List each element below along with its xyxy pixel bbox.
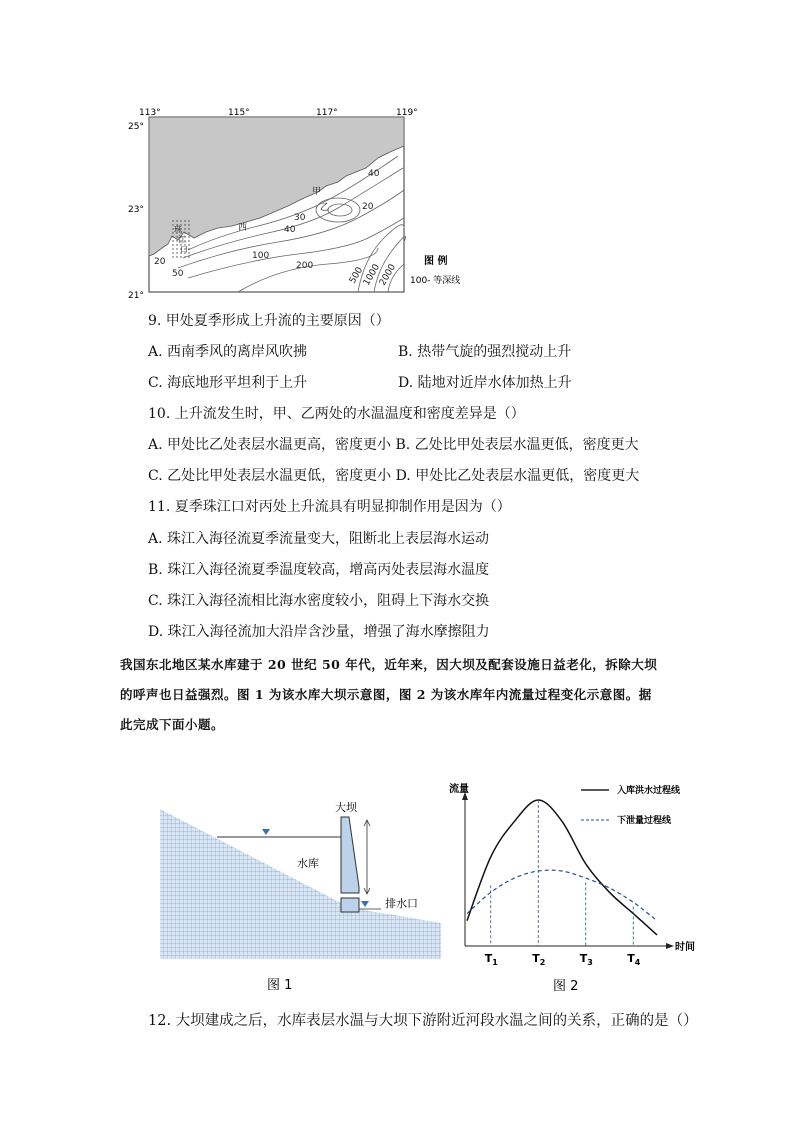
reservoir-label: 水库 xyxy=(297,857,319,870)
x-axis-label: 时间 xyxy=(675,942,695,953)
depth-label: 50 xyxy=(172,269,184,279)
site-bing-label: 西 xyxy=(238,223,248,233)
depth-label: 100 xyxy=(252,251,270,261)
depth-label: 40 xyxy=(368,169,380,179)
tick-label-t2: $T_2$ xyxy=(532,952,546,967)
passage-line-1: 我国东北地区某水库建于 20 世纪 50 年代，近年来，因大坝及配套设施日益老化，拆除大坝 xyxy=(120,657,658,672)
lon-label-117: 117° xyxy=(316,108,338,118)
depth-label: 20 xyxy=(154,257,166,267)
q9-option-d[interactable]: D. 陆地对近岸水体加热上升 xyxy=(398,375,572,391)
lat-label-21: 21° xyxy=(128,291,144,301)
outlet-water-marker xyxy=(361,901,369,907)
flow-process-chart xyxy=(445,778,705,996)
passage-line-3: 此完成下面小题。 xyxy=(120,717,225,732)
passage-line-2: 的呼声也日益强烈。图 1 为该水库大坝示意图，图 2 为该水库年内流量过程变化示意图。据 xyxy=(120,687,652,702)
q11-option-a[interactable]: A. 珠江入海径流夏季流量变大，阻断北上表层海水运动 xyxy=(148,531,490,547)
tick-label-t1: $T_1$ xyxy=(484,952,498,967)
outlet-block xyxy=(341,898,359,912)
site-yi-label: 乙 xyxy=(320,203,330,213)
tick-label-t4: $T_4$ xyxy=(627,952,641,967)
outlet-label: 排水口 xyxy=(385,897,418,910)
depth-label: 20 xyxy=(362,202,374,212)
x-axis-arrow xyxy=(666,943,674,949)
q9-option-a[interactable]: A. 西南季风的离岸风吹拂 xyxy=(148,344,308,360)
y-axis-label: 流量 xyxy=(449,784,469,795)
dam-diagram xyxy=(155,795,445,995)
question-9-stem: 9. 甲处夏季形成上升流的主要原因（） xyxy=(148,313,390,329)
tick-label-t3: $T_3$ xyxy=(579,952,593,967)
sea-depth-map xyxy=(128,108,478,303)
depth-label: 1000 xyxy=(361,262,383,288)
depth-label: 500 xyxy=(347,265,366,286)
legend-item: 100- 等深线 xyxy=(410,276,461,286)
outflow-curve xyxy=(467,870,657,921)
q11-option-c[interactable]: C. 珠江入海径流相比海水密度较小，阻碍上下海水交换 xyxy=(148,593,490,609)
dam-label: 大坝 xyxy=(335,801,357,814)
lat-label-23: 23° xyxy=(128,205,144,215)
figure-1-caption: 图 1 xyxy=(267,978,293,993)
depth-label: 2000 xyxy=(377,262,399,288)
q11-option-b[interactable]: B. 珠江入海径流夏季温度较高，增高丙处表层海水温度 xyxy=(148,562,490,578)
depth-label: 30 xyxy=(294,213,306,223)
estuary-label: 江 xyxy=(178,235,186,244)
water-level-marker xyxy=(262,829,270,835)
site-jia-label: 甲 xyxy=(312,187,322,197)
lon-label-113: 113° xyxy=(139,108,161,118)
question-12-stem: 12. 大坝建成之后，水库表层水温与大坝下游附近河段水温之间的关系，正确的是（） xyxy=(148,1013,698,1029)
q10-options-ab[interactable]: A. 甲处比乙处表层水温更高，密度更小 B. 乙处比甲处表层水温更低，密度更大 xyxy=(148,437,639,453)
q11-option-d[interactable]: D. 珠江入海径流加大沿岸含沙量，增强了海水摩擦阻力 xyxy=(148,624,490,640)
figure-2-caption: 图 2 xyxy=(553,979,579,994)
estuary-label: 珠 xyxy=(174,225,182,234)
terrain xyxy=(160,809,441,959)
question-10-stem: 10. 上升流发生时，甲、乙两处的水温温度和密度差异是（） xyxy=(148,406,525,422)
q10-options-cd[interactable]: C. 乙处比甲处表层水温更低，密度更小 D. 甲处比乙处表层水温更低，密度更大 xyxy=(148,468,640,484)
question-11-stem: 11. 夏季珠江口对丙处上升流具有明显抑制作用是因为（） xyxy=(148,499,511,515)
depth-label: 40 xyxy=(284,225,296,235)
dam-body xyxy=(341,817,359,893)
estuary-label: 口 xyxy=(180,245,188,254)
lat-label-25: 25° xyxy=(128,122,144,132)
lon-label-115: 115° xyxy=(228,108,250,118)
q9-option-b[interactable]: B. 热带气旋的强烈搅动上升 xyxy=(398,344,572,360)
depth-label: 200 xyxy=(296,261,314,271)
legend-title: 图 例 xyxy=(424,256,448,267)
legend-inflow-label: 入库洪水过程线 xyxy=(617,786,681,796)
q9-option-c[interactable]: C. 海底地形平坦利于上升 xyxy=(148,375,308,391)
legend-outflow-label: 下泄量过程线 xyxy=(617,816,672,826)
lon-label-119: 119° xyxy=(396,108,418,118)
